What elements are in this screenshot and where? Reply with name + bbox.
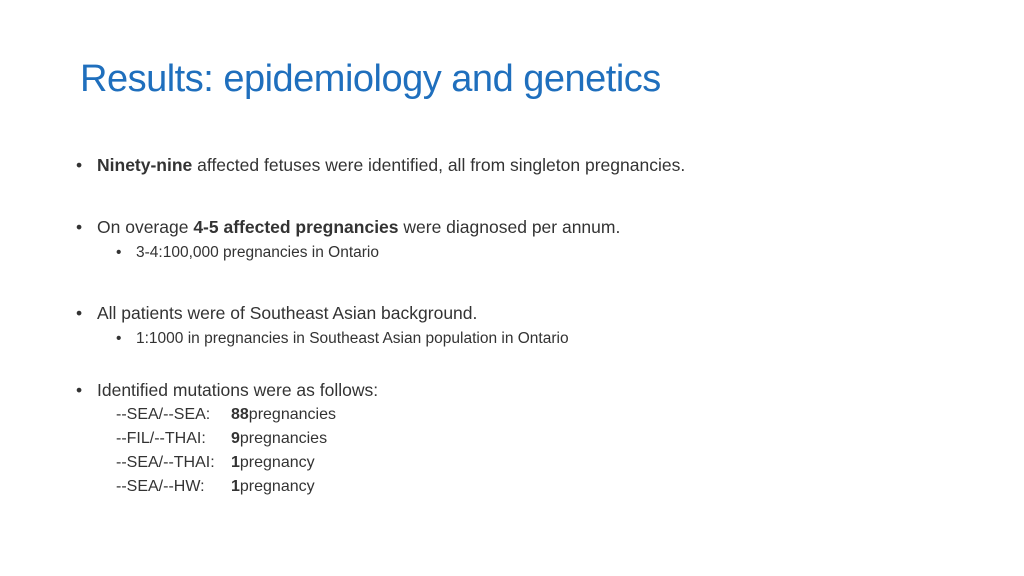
bullet-dot: •: [76, 380, 83, 400]
mutation-unit: pregnancy: [239, 478, 315, 495]
sub-bullet-text: 1:1000 in pregnancies in Southeast Asian population in Ontario: [136, 330, 569, 347]
bullet-background: [76, 303, 477, 324]
mutation-type: --SEA/--HW:: [116, 478, 205, 495]
sub-bullet-text: 3-4:100,000 pregnancies in Ontario: [136, 244, 379, 261]
mutation-row: [116, 478, 315, 496]
bullet-text: All patients were of Southeast Asian background.: [97, 303, 478, 323]
mutation-type: --SEA/--THAI:: [116, 454, 215, 471]
mutation-count: 9: [231, 430, 240, 447]
sub-bullet-sea-rate: [116, 330, 569, 348]
mutation-unit: pregnancies: [248, 406, 336, 423]
mutation-unit: pregnancy: [239, 454, 315, 471]
sub-bullet-ontario-rate: [116, 244, 379, 262]
mutation-row: [116, 454, 315, 472]
bullet-text: affected fetuses were identified, all from singleton pregnancies.: [192, 155, 686, 175]
bullet-dot: •: [76, 217, 83, 237]
bullet-bold: Ninety-nine: [97, 155, 193, 175]
mutation-count: 1: [231, 454, 240, 471]
bullet-fetuses: [76, 155, 685, 176]
bullet-per-annum: [76, 217, 620, 238]
slide-title: Results: epidemiology and genetics: [80, 58, 661, 100]
mutation-type: --SEA/--SEA:: [116, 406, 211, 423]
bullet-dot: •: [116, 244, 122, 261]
bullet-mutations: [76, 380, 378, 401]
bullet-bold: 4-5 affected pregnancies: [193, 217, 399, 237]
mutation-count: 88: [231, 406, 249, 423]
mutation-count: 1: [231, 478, 240, 495]
bullet-dot: •: [116, 330, 122, 347]
bullet-dot: •: [76, 155, 83, 175]
mutation-unit: pregnancies: [239, 430, 328, 447]
bullet-text: were diagnosed per annum.: [398, 217, 621, 237]
bullet-pre: On overage: [97, 217, 194, 237]
mutation-row: [116, 406, 336, 424]
bullet-dot: •: [76, 303, 83, 323]
bullet-text: Identified mutations were as follows:: [97, 380, 379, 400]
mutation-type: --FIL/--THAI:: [116, 430, 206, 447]
mutation-row: [116, 430, 327, 448]
